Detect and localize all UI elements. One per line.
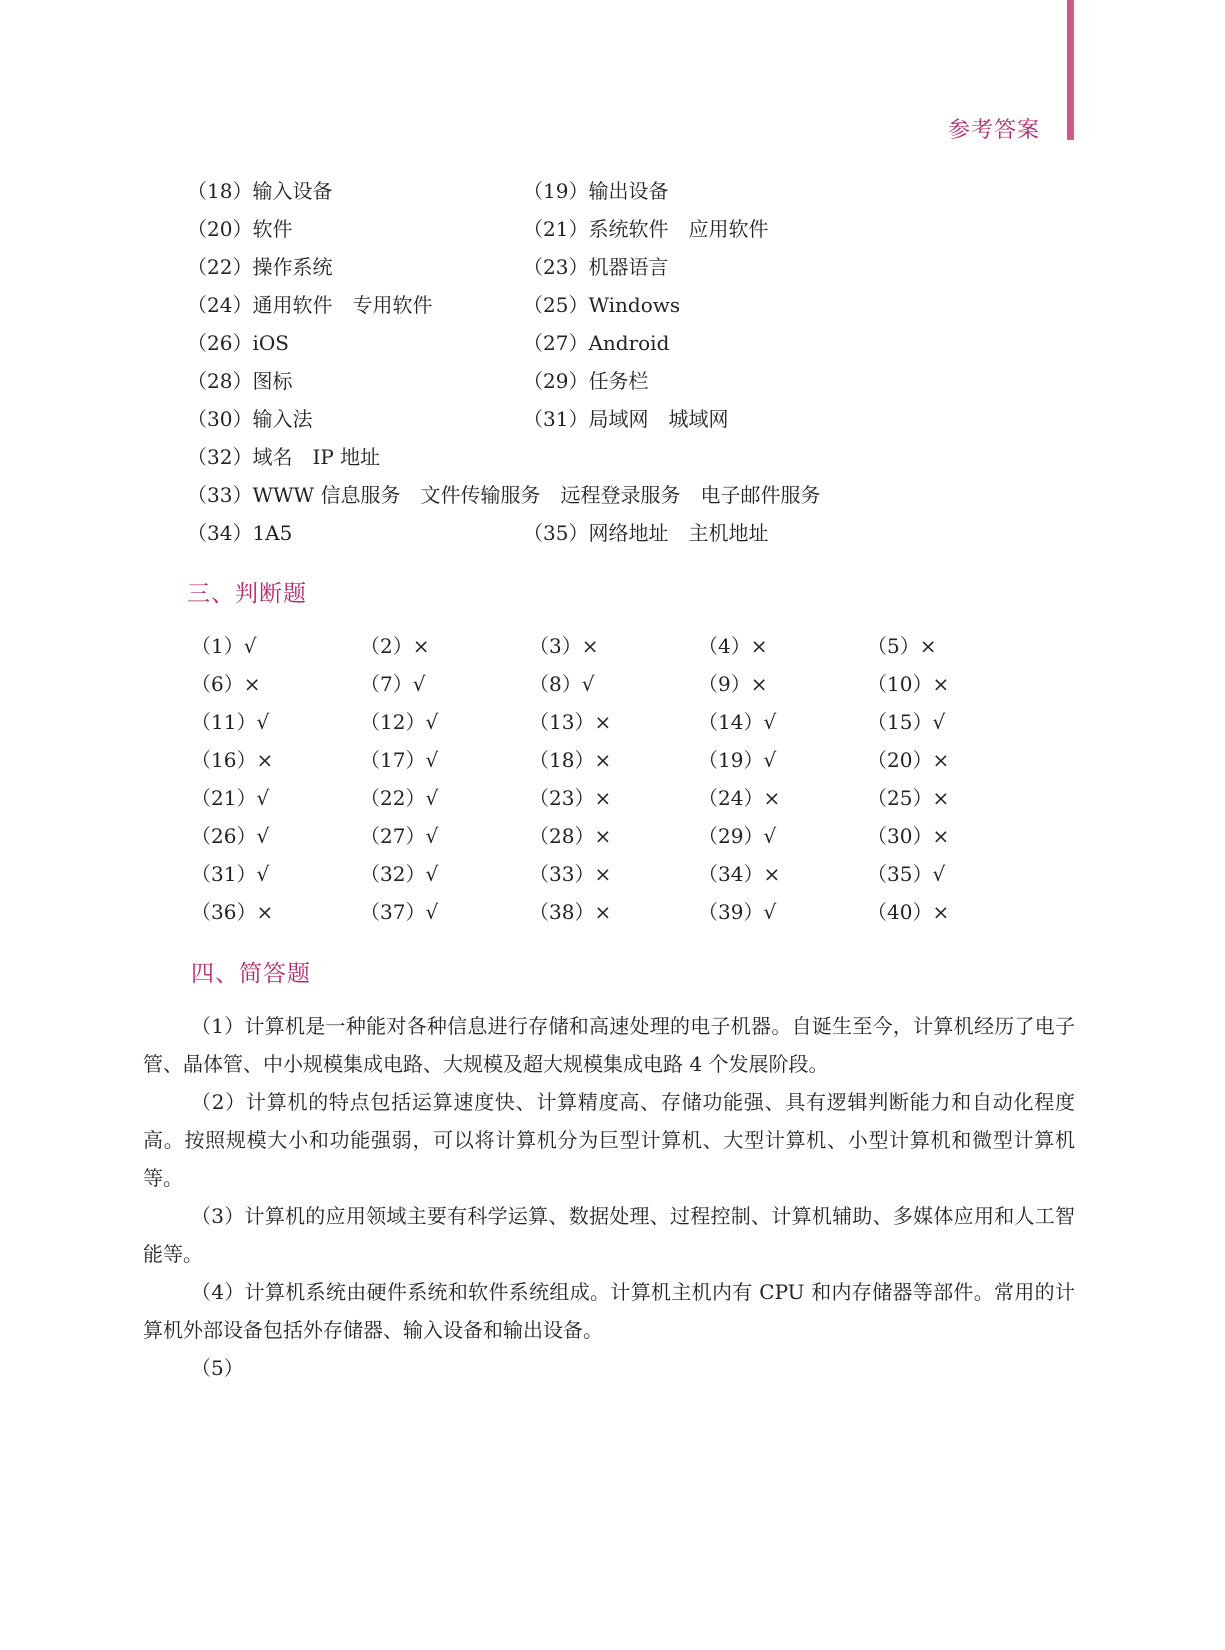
tf-item: （7）√ bbox=[360, 672, 426, 696]
tf-item: （25）× bbox=[867, 786, 950, 810]
answer-item: （34）1A5 bbox=[187, 521, 293, 545]
tf-item: （12）√ bbox=[360, 710, 439, 734]
tf-item: （10）× bbox=[867, 672, 950, 696]
answer-row bbox=[187, 476, 887, 514]
tf-row bbox=[191, 665, 1011, 703]
answer-row bbox=[187, 286, 887, 324]
answer-row bbox=[187, 362, 887, 400]
answer-item: （27）Android bbox=[523, 331, 670, 355]
tf-item: （4）× bbox=[698, 634, 768, 658]
answer-paragraph: （5） bbox=[191, 1356, 244, 1380]
answer-item: （30）输入法 bbox=[187, 407, 313, 431]
tf-item: （3）× bbox=[529, 634, 599, 658]
tf-item: （5）× bbox=[867, 634, 937, 658]
tf-item: （19）√ bbox=[698, 748, 777, 772]
tf-row bbox=[191, 627, 1011, 665]
answer-row bbox=[187, 514, 887, 552]
answer-item: （26）iOS bbox=[187, 331, 289, 355]
tf-item: （33）× bbox=[529, 862, 612, 886]
tf-item: （23）× bbox=[529, 786, 612, 810]
tf-item: （11）√ bbox=[191, 710, 270, 734]
short-answer-body bbox=[143, 1007, 1075, 1387]
tf-item: （21）√ bbox=[191, 786, 270, 810]
answer-item: （28）图标 bbox=[187, 369, 293, 393]
answer-item: （35）网络地址 主机地址 bbox=[523, 521, 769, 545]
tf-item: （15）√ bbox=[867, 710, 946, 734]
tf-item: （22）√ bbox=[360, 786, 439, 810]
running-header: 参考答案 bbox=[947, 118, 1040, 143]
answer-paragraph: （4）计算机系统由硬件系统和软件系统组成。计算机主机内有 CPU 和内存储器等部件。常用的计算机外部设备包括外存储器、输入设备和输出设备。 bbox=[143, 1280, 1075, 1342]
tf-item: （39）√ bbox=[698, 900, 777, 924]
tf-item: （34）× bbox=[698, 862, 781, 886]
section-title-short-answer: 四、简答题 bbox=[191, 961, 311, 987]
tf-item: （17）√ bbox=[360, 748, 439, 772]
tf-item: （36）× bbox=[191, 900, 274, 924]
tf-item: （16）× bbox=[191, 748, 274, 772]
section-title-true-false: 三、判断题 bbox=[187, 581, 307, 607]
answer-item: （31）局域网 城域网 bbox=[523, 407, 729, 431]
tf-item: （14）√ bbox=[698, 710, 777, 734]
tf-row bbox=[191, 817, 1011, 855]
answer-item: （25）Windows bbox=[523, 293, 681, 317]
tf-item: （40）× bbox=[867, 900, 950, 924]
tf-row bbox=[191, 779, 1011, 817]
answer-row bbox=[187, 248, 887, 286]
tf-row bbox=[191, 855, 1011, 893]
tf-item: （30）× bbox=[867, 824, 950, 848]
answer-paragraph: （3）计算机的应用领域主要有科学运算、数据处理、过程控制、计算机辅助、多媒体应用和人工智能等。 bbox=[143, 1204, 1075, 1266]
answer-row bbox=[187, 438, 887, 476]
fill-in-answers bbox=[187, 172, 887, 552]
tf-item: （9）× bbox=[698, 672, 768, 696]
tf-item: （1）√ bbox=[191, 634, 257, 658]
answer-paragraph: （1）计算机是一种能对各种信息进行存储和高速处理的电子机器。自诞生至今，计算机经历了电子管、晶体管、中小规模集成电路、大规模及超大规模集成电路 4 个发展阶段。 bbox=[143, 1014, 1075, 1076]
tf-item: （27）√ bbox=[360, 824, 439, 848]
tf-item: （20）× bbox=[867, 748, 950, 772]
tf-item: （18）× bbox=[529, 748, 612, 772]
tf-item: （13）× bbox=[529, 710, 612, 734]
page-edge-bar bbox=[1067, 0, 1074, 140]
answer-item: （21）系统软件 应用软件 bbox=[523, 217, 769, 241]
true-false-answers bbox=[191, 627, 1011, 931]
answer-item: （20）软件 bbox=[187, 217, 293, 241]
answer-paragraph: （2）计算机的特点包括运算速度快、计算精度高、存储功能强、具有逻辑判断能力和自动化程度高。按照规模大小和功能强弱，可以将计算机分为巨型计算机、大型计算机、小型计算机和微型计算机等。 bbox=[143, 1090, 1075, 1190]
tf-item: （2）× bbox=[360, 634, 430, 658]
tf-row bbox=[191, 893, 1011, 931]
answer-item: （29）任务栏 bbox=[523, 369, 649, 393]
tf-row bbox=[191, 703, 1011, 741]
tf-item: （29）√ bbox=[698, 824, 777, 848]
answer-item: （19）输出设备 bbox=[523, 179, 669, 203]
tf-item: （35）√ bbox=[867, 862, 946, 886]
answer-item: （18）输入设备 bbox=[187, 179, 333, 203]
tf-item: （8）√ bbox=[529, 672, 595, 696]
answer-row bbox=[187, 172, 887, 210]
tf-item: （6）× bbox=[191, 672, 261, 696]
tf-item: （31）√ bbox=[191, 862, 270, 886]
answer-item: （32）域名 IP 地址 bbox=[187, 445, 381, 469]
tf-item: （24）× bbox=[698, 786, 781, 810]
tf-row bbox=[191, 741, 1011, 779]
answer-item: （22）操作系统 bbox=[187, 255, 333, 279]
tf-item: （37）√ bbox=[360, 900, 439, 924]
answer-item: （33）WWW 信息服务 文件传输服务 远程登录服务 电子邮件服务 bbox=[187, 483, 821, 507]
tf-item: （32）√ bbox=[360, 862, 439, 886]
answer-item: （24）通用软件 专用软件 bbox=[187, 293, 433, 317]
answer-row bbox=[187, 324, 887, 362]
tf-item: （26）√ bbox=[191, 824, 270, 848]
tf-item: （38）× bbox=[529, 900, 612, 924]
tf-item: （28）× bbox=[529, 824, 612, 848]
answer-item: （23）机器语言 bbox=[523, 255, 669, 279]
answer-row bbox=[187, 400, 887, 438]
answer-row bbox=[187, 210, 887, 248]
